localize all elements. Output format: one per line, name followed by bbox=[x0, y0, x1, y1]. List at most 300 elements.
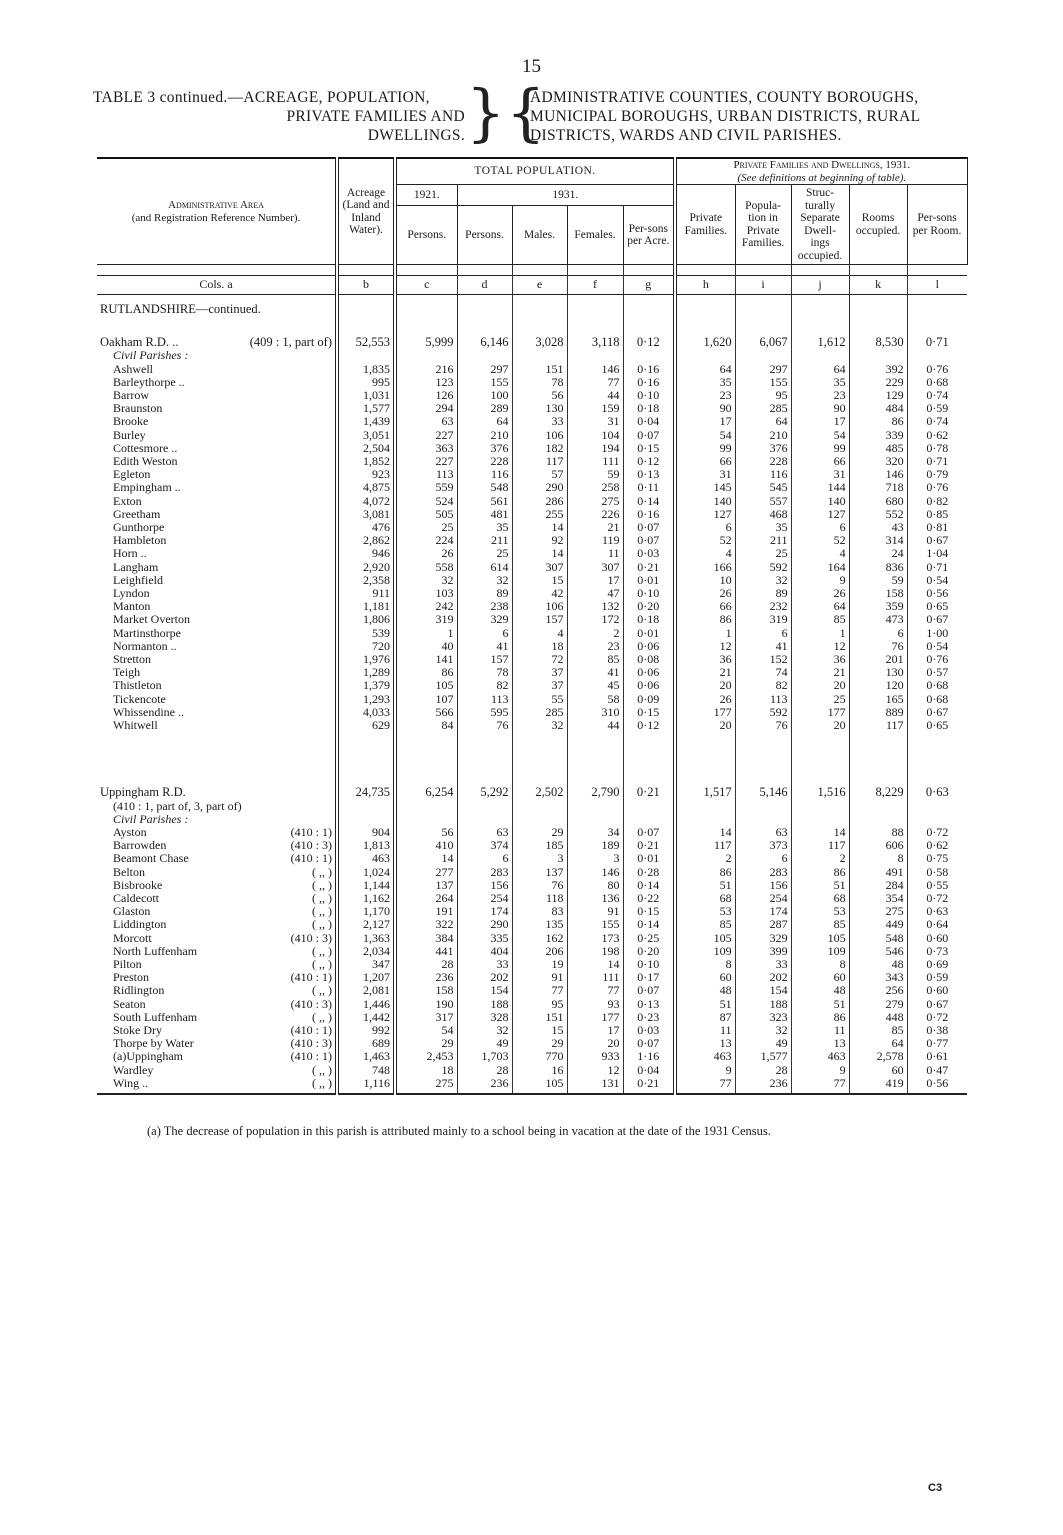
empty-cell bbox=[337, 303, 395, 316]
district-uppingham-value: 24,735 bbox=[337, 786, 395, 799]
parish-row-value: 105 bbox=[791, 932, 849, 945]
header-private-group-label: Private Families and Dwellings, 1931. bbox=[733, 159, 911, 171]
parish-row-value: 31 bbox=[567, 415, 623, 428]
parish-row-value: 277 bbox=[395, 866, 457, 879]
parish-row-value: 119 bbox=[567, 534, 623, 547]
parish-row-value: 91 bbox=[512, 971, 567, 984]
parish-row-name: Thistleton bbox=[113, 678, 162, 693]
parish-row-label bbox=[97, 998, 337, 1011]
parish-row-value: 11 bbox=[567, 547, 623, 560]
parish-row-value: 363 bbox=[395, 442, 457, 455]
parish-row-value: 35 bbox=[457, 521, 512, 534]
parish-row-name: Pilton bbox=[113, 956, 142, 971]
parish-row-value: 52 bbox=[791, 534, 849, 547]
parish-row-value: 410 bbox=[395, 839, 457, 852]
parish-row-ref: ( ,, ) bbox=[312, 956, 332, 971]
parish-row-value: 1,379 bbox=[337, 679, 395, 692]
parish-row-value: 32 bbox=[735, 574, 791, 587]
parish-row-value: 592 bbox=[735, 706, 791, 719]
parish-row-value: 21 bbox=[567, 521, 623, 534]
parish-row-value: 8 bbox=[849, 852, 907, 865]
parish-row-ref: (410 : 1) bbox=[290, 1022, 332, 1037]
empty-cell bbox=[849, 800, 907, 813]
civil-parishes-label-oakham: Civil Parishes : bbox=[113, 348, 189, 363]
parish-row-value: 0·63 bbox=[907, 905, 967, 918]
parish-row-value: 2,862 bbox=[337, 534, 395, 547]
parish-row-value: 77 bbox=[512, 984, 567, 997]
header-separate-dwellings: Struc-turally Separate Dwell-ings occupied. bbox=[791, 185, 849, 265]
parish-row-value: 0·09 bbox=[623, 693, 675, 706]
header-persons-per-acre: Per-sons per Acre. bbox=[623, 206, 675, 265]
spacer-cell bbox=[97, 732, 337, 786]
parish-row-value: 35 bbox=[791, 376, 849, 389]
parish-row-value: 18 bbox=[395, 1064, 457, 1077]
parish-row-value: 8 bbox=[791, 958, 849, 971]
parish-row-value: 558 bbox=[395, 561, 457, 574]
parish-row-value: 284 bbox=[849, 879, 907, 892]
parish-row-value: 14 bbox=[395, 852, 457, 865]
parish-row-name: Leighfield bbox=[113, 572, 163, 587]
parish-row-value: 56 bbox=[395, 826, 457, 839]
parish-row-value: 0·65 bbox=[907, 600, 967, 613]
parish-row-value: 0·15 bbox=[623, 442, 675, 455]
empty-cell bbox=[337, 349, 395, 362]
parish-row-value: 158 bbox=[849, 587, 907, 600]
parish-row-value: 154 bbox=[735, 984, 791, 997]
parish-row-value: 12 bbox=[791, 640, 849, 653]
parish-row-value: 164 bbox=[791, 561, 849, 574]
parish-row-value: 0·74 bbox=[907, 389, 967, 402]
parish-row-value: 404 bbox=[457, 945, 512, 958]
parish-row-value: 1,813 bbox=[337, 839, 395, 852]
parish-row-value: 206 bbox=[512, 945, 567, 958]
col-letter-l: l bbox=[907, 276, 967, 295]
empty-cell bbox=[675, 316, 735, 326]
parish-row-value: 0·59 bbox=[907, 402, 967, 415]
parish-row-value: 2,578 bbox=[849, 1050, 907, 1063]
parish-row-value: 86 bbox=[791, 1011, 849, 1024]
right-brace-glyph: } bbox=[466, 76, 506, 149]
parish-row-value: 86 bbox=[395, 666, 457, 679]
parish-row-value: 145 bbox=[675, 481, 735, 494]
parish-row-value: 113 bbox=[735, 693, 791, 706]
empty-cell bbox=[512, 800, 567, 813]
parish-row-value: 0·73 bbox=[907, 945, 967, 958]
empty-cell bbox=[395, 316, 457, 326]
parish-row-value: 297 bbox=[735, 363, 791, 376]
parish-row-value: 6 bbox=[735, 852, 791, 865]
parish-row-value: 91 bbox=[567, 905, 623, 918]
parish-row-value: 25 bbox=[457, 547, 512, 560]
parish-row-value: 227 bbox=[395, 429, 457, 442]
parish-row-name: Edith Weston bbox=[113, 454, 178, 469]
col-letter-k: k bbox=[849, 276, 907, 295]
parish-row-value: 185 bbox=[512, 839, 567, 852]
district-oakham-value: 1,620 bbox=[675, 336, 735, 349]
parish-row-value: 63 bbox=[395, 415, 457, 428]
parish-row-value: 0·15 bbox=[623, 706, 675, 719]
empty-cell bbox=[675, 349, 735, 362]
col-letter-e: e bbox=[512, 276, 567, 295]
parish-row bbox=[97, 866, 967, 879]
parish-row-value: 889 bbox=[849, 706, 907, 719]
parish-row-value: 614 bbox=[457, 561, 512, 574]
parish-row-value: 392 bbox=[849, 363, 907, 376]
parish-row-value: 595 bbox=[457, 706, 512, 719]
parish-row-value: 0·11 bbox=[623, 481, 675, 494]
parish-row-value: 105 bbox=[512, 1077, 567, 1094]
parish-row-value: 86 bbox=[675, 613, 735, 626]
parish-row-value: 194 bbox=[567, 442, 623, 455]
parish-row-value: 159 bbox=[567, 402, 623, 415]
empty-cell bbox=[907, 349, 967, 362]
spacer-cell bbox=[97, 316, 337, 326]
parish-row-value: 154 bbox=[457, 984, 512, 997]
parish-row-value: 25 bbox=[735, 547, 791, 560]
parish-row-value: 64 bbox=[457, 415, 512, 428]
parish-row-value: 95 bbox=[512, 998, 567, 1011]
parish-row-value: 41 bbox=[567, 666, 623, 679]
parish-row-value: 77 bbox=[791, 1077, 849, 1094]
parish-row-value: 836 bbox=[849, 561, 907, 574]
parish-row-name: Normanton .. bbox=[113, 638, 177, 653]
spacer-row bbox=[97, 732, 967, 786]
parish-row-value: 0·18 bbox=[623, 402, 675, 415]
parish-row-value: 20 bbox=[791, 679, 849, 692]
parish-row-label bbox=[97, 429, 337, 442]
parish-row-label bbox=[97, 415, 337, 428]
header-persons-1921: Persons. bbox=[395, 206, 457, 265]
parish-row-value: 80 bbox=[567, 879, 623, 892]
parish-row-value: 485 bbox=[849, 442, 907, 455]
parish-row-value: 0·71 bbox=[907, 561, 967, 574]
parish-row-name: Barleythorpe .. bbox=[113, 374, 185, 389]
parish-row-value: 48 bbox=[849, 958, 907, 971]
parish-row-value: 109 bbox=[791, 945, 849, 958]
parish-row-value: 16 bbox=[512, 1064, 567, 1077]
parish-row bbox=[97, 945, 967, 958]
parish-row-value: 2,358 bbox=[337, 574, 395, 587]
parish-row-value: 0·75 bbox=[907, 852, 967, 865]
parish-row-value: 329 bbox=[735, 932, 791, 945]
parish-row bbox=[97, 561, 967, 574]
empty-cell bbox=[907, 303, 967, 316]
col-letter-j: j bbox=[791, 276, 849, 295]
empty-cell bbox=[735, 800, 791, 813]
parish-row-value: 0·69 bbox=[907, 958, 967, 971]
parish-row-value: 24 bbox=[849, 547, 907, 560]
parish-row-value: 19 bbox=[512, 958, 567, 971]
parish-row-value: 64 bbox=[791, 363, 849, 376]
parish-row-value: 6 bbox=[675, 521, 735, 534]
parish-row-value: 63 bbox=[735, 826, 791, 839]
district-uppingham-value: 5,292 bbox=[457, 786, 512, 799]
parish-row-ref: (410 : 3) bbox=[290, 996, 332, 1011]
parish-row-value: 0·07 bbox=[623, 534, 675, 547]
parish-row-value: 198 bbox=[567, 945, 623, 958]
parish-row bbox=[97, 415, 967, 428]
parish-row-value: 287 bbox=[735, 918, 791, 931]
parish-row-value: 3 bbox=[567, 852, 623, 865]
parish-row-value: 41 bbox=[457, 640, 512, 653]
parish-row-value: 328 bbox=[457, 1011, 512, 1024]
parish-row-value: 12 bbox=[675, 640, 735, 653]
empty-cell bbox=[567, 303, 623, 316]
parish-row-value: 116 bbox=[457, 468, 512, 481]
parish-row-value: 904 bbox=[337, 826, 395, 839]
parish-row-value: 0·10 bbox=[623, 958, 675, 971]
parish-row-name: Wardley bbox=[113, 1062, 154, 1077]
parish-row bbox=[97, 998, 967, 1011]
parish-row-value: 136 bbox=[567, 892, 623, 905]
parish-row-value: 20 bbox=[567, 1037, 623, 1050]
parish-row-value: 254 bbox=[735, 892, 791, 905]
parish-row-value: 33 bbox=[512, 415, 567, 428]
parish-row-value: 1 bbox=[675, 627, 735, 640]
parish-row-value: 0·72 bbox=[907, 892, 967, 905]
parish-row-value: 566 bbox=[395, 706, 457, 719]
parish-row-value: 297 bbox=[457, 363, 512, 376]
parish-row-value: 254 bbox=[457, 892, 512, 905]
parish-row-value: 51 bbox=[675, 998, 735, 1011]
empty-cell bbox=[791, 349, 849, 362]
empty-cell bbox=[457, 800, 512, 813]
parish-row-value: 6 bbox=[457, 627, 512, 640]
parish-row-value: 491 bbox=[849, 866, 907, 879]
parish-row-value: 0·78 bbox=[907, 442, 967, 455]
parish-row-value: 320 bbox=[849, 455, 907, 468]
parish-row-value: 146 bbox=[567, 363, 623, 376]
parish-row bbox=[97, 693, 967, 706]
parish-row-value: 561 bbox=[457, 495, 512, 508]
parish-row-value: 211 bbox=[457, 534, 512, 547]
county-heading: RUTLANDSHIRE—continued. bbox=[100, 302, 261, 316]
parish-row-value: 92 bbox=[512, 534, 567, 547]
parish-row-value: 1,031 bbox=[337, 389, 395, 402]
parish-row-name: Belton bbox=[113, 864, 145, 879]
parish-row-value: 4 bbox=[512, 627, 567, 640]
parish-row-value: 376 bbox=[457, 442, 512, 455]
parish-row-name: Gunthorpe bbox=[113, 520, 165, 535]
parish-row-name: North Luffenham bbox=[113, 943, 198, 958]
parish-row-value: 156 bbox=[457, 879, 512, 892]
parish-row-value: 86 bbox=[849, 415, 907, 428]
parish-row-value: 157 bbox=[457, 653, 512, 666]
parish-row-value: 448 bbox=[849, 1011, 907, 1024]
parish-row-value: 275 bbox=[849, 905, 907, 918]
parish-row-value: 689 bbox=[337, 1037, 395, 1050]
parish-row-value: 188 bbox=[735, 998, 791, 1011]
parish-row-value: 329 bbox=[457, 613, 512, 626]
header-admin-area-sub: (and Registration Reference Number). bbox=[131, 211, 301, 224]
header-private-group-sub: (See definitions at beginning of table). bbox=[737, 171, 907, 184]
parish-row-value: 0·56 bbox=[907, 1077, 967, 1094]
empty-cell bbox=[395, 295, 457, 304]
parish-row-value: 354 bbox=[849, 892, 907, 905]
parish-row-value: 111 bbox=[567, 971, 623, 984]
parish-row-value: 1,852 bbox=[337, 455, 395, 468]
parish-row-value: 20 bbox=[675, 719, 735, 732]
parish-row-value: 34 bbox=[567, 826, 623, 839]
parish-row-name: Manton bbox=[113, 599, 151, 614]
parish-row-value: 0·17 bbox=[623, 971, 675, 984]
parish-row-value: 3,081 bbox=[337, 508, 395, 521]
parish-row-value: 228 bbox=[457, 455, 512, 468]
parish-row-value: 89 bbox=[457, 587, 512, 600]
parish-row bbox=[97, 481, 967, 494]
parish-row-value: 0·04 bbox=[623, 415, 675, 428]
parish-row-value: 1,439 bbox=[337, 415, 395, 428]
parish-row-value: 548 bbox=[849, 932, 907, 945]
parish-row-value: 14 bbox=[791, 826, 849, 839]
empty-cell bbox=[457, 349, 512, 362]
parish-row-label bbox=[97, 918, 337, 931]
parish-row-name: Braunston bbox=[113, 401, 163, 416]
parish-row-value: 0·56 bbox=[907, 587, 967, 600]
parish-row bbox=[97, 363, 967, 376]
parish-row-value: 87 bbox=[675, 1011, 735, 1024]
parish-row-value: 1,289 bbox=[337, 666, 395, 679]
parish-row-value: 23 bbox=[675, 389, 735, 402]
parish-row-value: 0·21 bbox=[623, 561, 675, 574]
parish-row-value: 6 bbox=[849, 627, 907, 640]
parish-row-value: 592 bbox=[735, 561, 791, 574]
parish-row-value: 151 bbox=[512, 363, 567, 376]
parish-row-value: 2 bbox=[791, 852, 849, 865]
parish-row-value: 1,577 bbox=[735, 1050, 791, 1063]
parish-row-label bbox=[97, 627, 337, 640]
parish-row-value: 23 bbox=[791, 389, 849, 402]
parish-row-value: 82 bbox=[735, 679, 791, 692]
parish-row-name: Glaston bbox=[113, 904, 151, 919]
parish-row bbox=[97, 1064, 967, 1077]
col-letter-c: c bbox=[395, 276, 457, 295]
parish-row-value: 0·60 bbox=[907, 984, 967, 997]
parish-row-value: 155 bbox=[457, 376, 512, 389]
parish-row-value: 78 bbox=[457, 666, 512, 679]
parish-row-value: 2,453 bbox=[395, 1050, 457, 1063]
header-rooms-occupied: Rooms occupied. bbox=[849, 185, 907, 265]
parish-row-value: 31 bbox=[791, 468, 849, 481]
empty-cell bbox=[457, 295, 512, 304]
parish-row-value: 720 bbox=[337, 640, 395, 653]
parish-row-value: 177 bbox=[567, 1011, 623, 1024]
parish-row-value: 35 bbox=[735, 521, 791, 534]
empty-cell bbox=[675, 303, 735, 316]
parish-row-value: 992 bbox=[337, 1024, 395, 1037]
parish-row bbox=[97, 508, 967, 521]
parish-row-value: 3,051 bbox=[337, 429, 395, 442]
parish-row-ref: (410 : 3) bbox=[290, 930, 332, 945]
header-1921: 1921. bbox=[395, 185, 457, 206]
parish-row-value: 606 bbox=[849, 839, 907, 852]
parish-row-value: 376 bbox=[735, 442, 791, 455]
parish-row-value: 0·62 bbox=[907, 429, 967, 442]
parish-row-value: 48 bbox=[675, 984, 735, 997]
empty-cell bbox=[623, 732, 675, 786]
parish-row-value: 182 bbox=[512, 442, 567, 455]
parish-row-value: 103 bbox=[395, 587, 457, 600]
empty-cell bbox=[623, 295, 675, 304]
empty-cell bbox=[675, 800, 735, 813]
parish-row-value: 129 bbox=[849, 389, 907, 402]
empty-cell bbox=[337, 732, 395, 786]
parish-row-value: 28 bbox=[457, 1064, 512, 1077]
parish-row-value: 463 bbox=[791, 1050, 849, 1063]
parish-row-value: 137 bbox=[395, 879, 457, 892]
parish-row-value: 283 bbox=[735, 866, 791, 879]
parish-row-value: 90 bbox=[791, 402, 849, 415]
parish-row-name: Barrow bbox=[113, 388, 149, 403]
parish-row-value: 117 bbox=[512, 455, 567, 468]
empty-cell bbox=[675, 813, 735, 826]
parish-row-name: Whitwell bbox=[113, 718, 158, 733]
parish-row-value: 141 bbox=[395, 653, 457, 666]
parish-row-value: 0·14 bbox=[623, 879, 675, 892]
empty-cell bbox=[791, 800, 849, 813]
header-females: Females. bbox=[567, 206, 623, 265]
parish-row-value: 93 bbox=[567, 998, 623, 1011]
parish-row-value: 0·76 bbox=[907, 363, 967, 376]
parish-row-value: 20 bbox=[675, 679, 735, 692]
parish-row-name: Beamont Chase bbox=[113, 851, 189, 866]
table-title-right-line-2: MUNICIPAL BOROUGHS, URBAN DISTRICTS, RURAL bbox=[530, 108, 921, 125]
empty-cell bbox=[567, 349, 623, 362]
district-oakham-value: 3,028 bbox=[512, 336, 567, 349]
empty-cell bbox=[457, 303, 512, 316]
parish-row-value: 84 bbox=[395, 719, 457, 732]
parish-row-value: 0·68 bbox=[907, 693, 967, 706]
parish-row-value: 15 bbox=[512, 1024, 567, 1037]
empty-cell bbox=[907, 295, 967, 304]
header-total-population: TOTAL POPULATION. bbox=[395, 158, 675, 185]
parish-row-value: 242 bbox=[395, 600, 457, 613]
parish-row-value: 0·01 bbox=[623, 627, 675, 640]
parish-row-value: 0·22 bbox=[623, 892, 675, 905]
parish-row-value: 0·16 bbox=[623, 363, 675, 376]
district-uppingham-value: 0·21 bbox=[623, 786, 675, 799]
column-letters-row bbox=[97, 276, 967, 295]
parish-row-value: 319 bbox=[395, 613, 457, 626]
parish-row-ref: (410 : 1) bbox=[290, 970, 332, 985]
parish-row-value: 0·20 bbox=[623, 945, 675, 958]
parish-row-value: 85 bbox=[791, 613, 849, 626]
page-number: 15 bbox=[522, 56, 541, 77]
parish-row-value: 0·06 bbox=[623, 666, 675, 679]
parish-row-value: 59 bbox=[567, 468, 623, 481]
parish-row-value: 111 bbox=[567, 455, 623, 468]
parish-row-value: 1,024 bbox=[337, 866, 395, 879]
parish-row-label bbox=[97, 693, 337, 706]
parish-row-value: 26 bbox=[791, 587, 849, 600]
parish-row-value: 0·54 bbox=[907, 640, 967, 653]
parish-row-value: 107 bbox=[395, 693, 457, 706]
parish-row-value: 1,293 bbox=[337, 693, 395, 706]
civil-parishes-label-uppingham: Civil Parishes : bbox=[113, 811, 189, 826]
parish-row-value: 0·23 bbox=[623, 1011, 675, 1024]
parish-row-value: 2 bbox=[567, 627, 623, 640]
parish-row-value: 33 bbox=[735, 958, 791, 971]
parish-row-value: 100 bbox=[457, 389, 512, 402]
parish-row-name: Stoke Dry bbox=[113, 1022, 162, 1037]
parish-row-value: 25 bbox=[395, 521, 457, 534]
parish-row-value: 28 bbox=[395, 958, 457, 971]
parish-row-value: 64 bbox=[735, 415, 791, 428]
parish-row-value: 9 bbox=[791, 574, 849, 587]
parish-row-value: 202 bbox=[457, 971, 512, 984]
parish-row-value: 32 bbox=[735, 1024, 791, 1037]
parish-row-ref: ( ,, ) bbox=[312, 1062, 332, 1077]
